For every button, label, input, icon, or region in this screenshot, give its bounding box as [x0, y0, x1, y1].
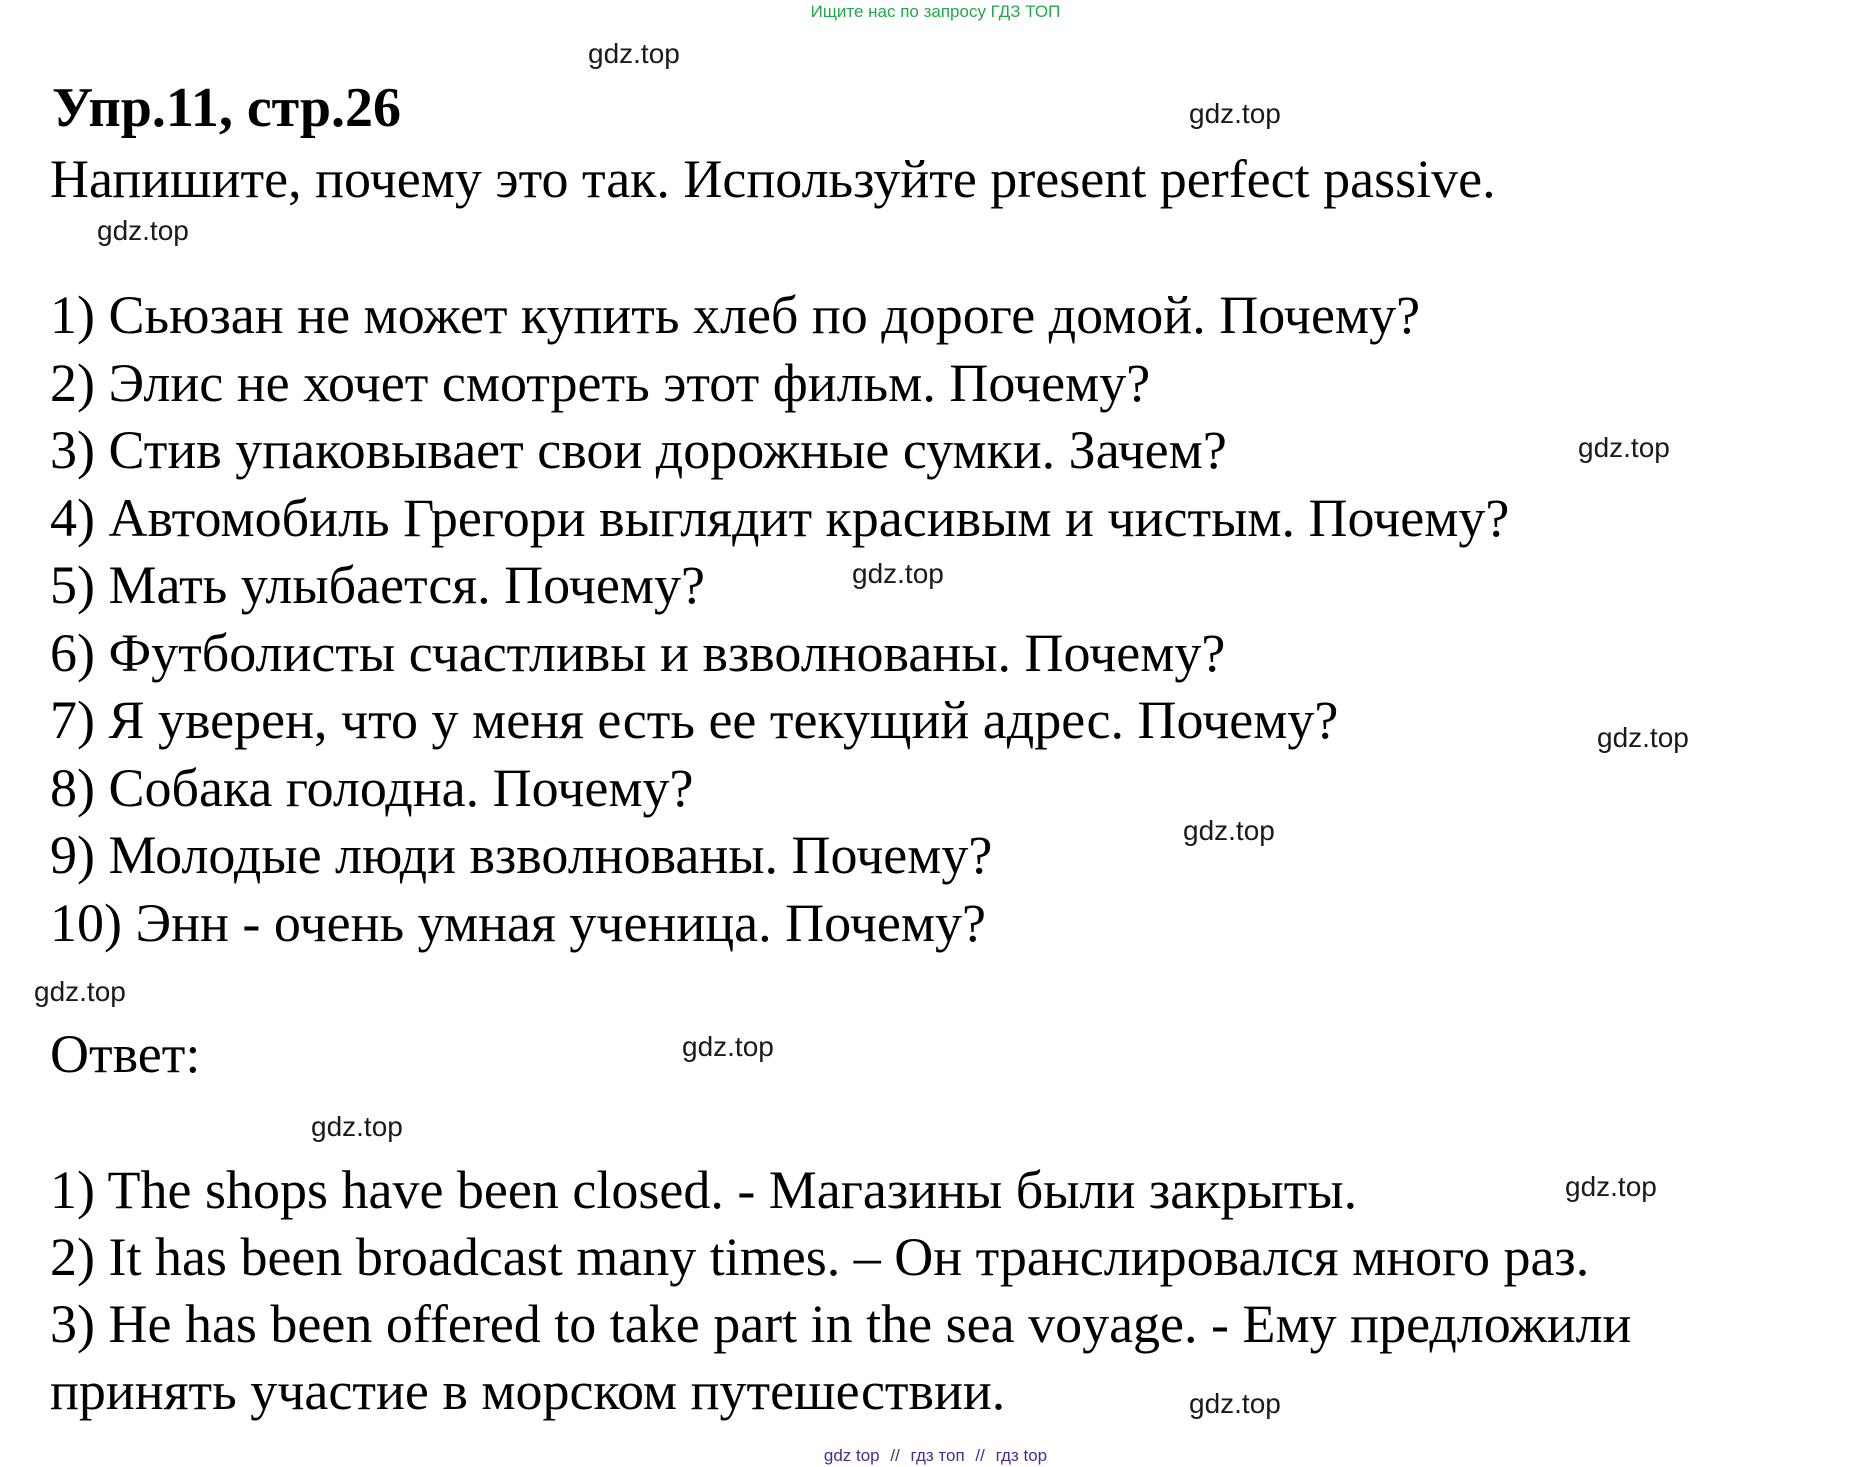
question-item: 6) Футболисты счастливы и взволнованы. Почему?: [50, 622, 1226, 683]
footer-separator: //: [975, 1446, 985, 1465]
watermark: gdz.top: [311, 1111, 403, 1142]
question-item: 5) Мать улыбается. Почему?: [50, 555, 705, 615]
footer-link[interactable]: гдз топ: [910, 1446, 965, 1465]
footer-link[interactable]: gdz top: [823, 1446, 880, 1465]
top-banner: Ищите нас по запросу ГДЗ ТОП: [810, 2, 1061, 21]
answer-list: [50, 1157, 1631, 1425]
question-item: 2) Элис не хочет смотреть этот фильм. Почему?: [50, 352, 1151, 413]
answer-item: принять участие в морском путешествии.: [50, 1361, 1006, 1421]
watermark: gdz.top: [682, 1031, 774, 1062]
question-item: 3) Стив упаковывает свои дорожные сумки. Зачем?: [50, 420, 1227, 480]
watermark: gdz.top: [1565, 1171, 1657, 1202]
footer-link[interactable]: гдз top: [995, 1446, 1048, 1465]
footer-separator: //: [890, 1446, 900, 1465]
watermark: gdz.top: [1578, 432, 1670, 463]
footer: [0, 1446, 1871, 1466]
exercise-title: Упр.11, стр.26: [52, 77, 402, 139]
watermark: gdz.top: [1189, 98, 1281, 129]
answer-label: Ответ:: [50, 1024, 201, 1084]
watermark: gdz.top: [1189, 1388, 1281, 1419]
question-item: 9) Молодые люди взволнованы. Почему?: [50, 825, 993, 885]
watermark: gdz.top: [1597, 722, 1689, 753]
instruction: Напишите, почему это так. Используйте present perfect passive.: [50, 149, 1496, 209]
watermark: gdz.top: [1183, 815, 1275, 846]
answer-item: 1) The shops have been closed. - Магазины были закрыты.: [50, 1160, 1358, 1220]
question-item: 10) Энн - очень умная ученица. Почему?: [50, 892, 986, 953]
question-item: 4) Автомобиль Грегори выглядит красивым и чистым. Почему?: [50, 487, 1510, 548]
question-item: 1) Сьюзан не может купить хлеб по дороге домой. Почему?: [50, 285, 1421, 345]
watermark: gdz.top: [34, 976, 126, 1007]
question-item: 8) Собака голодна. Почему?: [50, 757, 694, 818]
question-item: 7) Я уверен, что у меня есть ее текущий адрес. Почему?: [50, 690, 1339, 750]
watermark: gdz.top: [588, 38, 680, 69]
answer-item: 2) It has been broadcast many times. – Он транслировался много раз.: [50, 1227, 1590, 1287]
watermark: gdz.top: [852, 558, 944, 589]
watermark: gdz.top: [97, 215, 189, 246]
answer-item: 3) He has been offered to take part in the sea voyage. - Ему предложили: [50, 1294, 1632, 1354]
question-list: [50, 282, 1509, 957]
